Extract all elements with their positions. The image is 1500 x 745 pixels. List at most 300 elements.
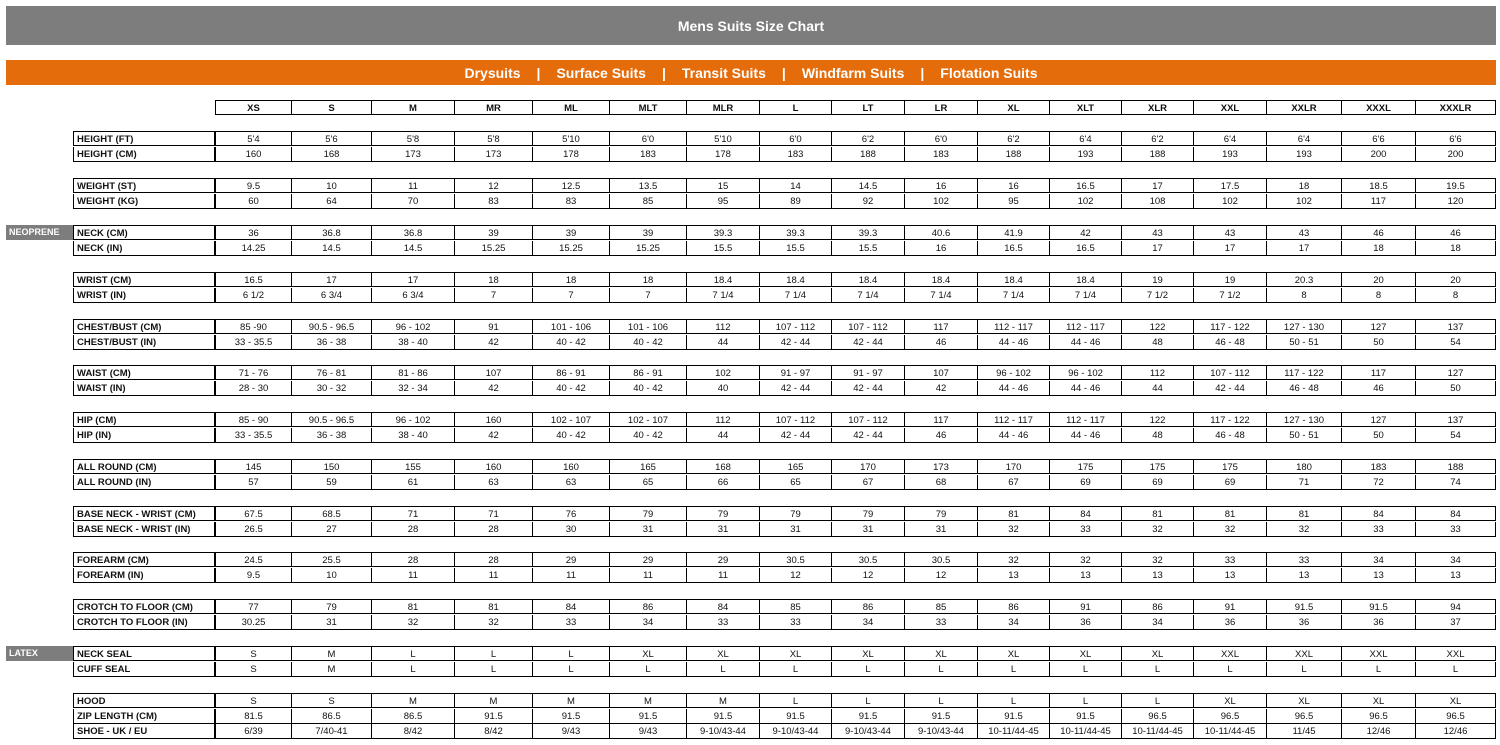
row-label: HEIGHT (FT)	[73, 131, 215, 146]
value-cell: M	[533, 693, 610, 708]
table-row	[0, 131, 1500, 146]
row-label: WEIGHT (KG)	[73, 194, 215, 209]
value-cell: 90.5 - 96.5	[292, 412, 372, 427]
value-cell: XL	[1122, 646, 1194, 661]
value-cell: 63	[455, 475, 533, 490]
row-label: WRIST (CM)	[73, 272, 215, 287]
value-cell: 86	[1122, 599, 1194, 614]
size-header-cell: XXL	[1194, 100, 1267, 115]
value-cell: L	[1050, 662, 1122, 677]
value-cell: 39.3	[832, 225, 905, 240]
value-cell: 84	[1416, 506, 1496, 521]
value-cell: 36.8	[292, 225, 372, 240]
row-label: NECK SEAL	[73, 646, 215, 661]
value-cell: 6'2	[1122, 131, 1194, 146]
value-cell: 86 - 91	[610, 365, 687, 380]
value-cell: 33	[687, 615, 760, 630]
size-header-row	[0, 100, 1500, 115]
nav-separator: |	[920, 64, 925, 81]
nav-link-drysuits[interactable]: Drysuits	[464, 64, 521, 81]
value-cell: 39.3	[687, 225, 760, 240]
value-cell: 65	[760, 475, 832, 490]
value-cell: 36	[1194, 615, 1267, 630]
value-cell: 16.5	[1050, 178, 1122, 193]
value-cell: 12	[760, 568, 832, 583]
value-cell: 96 - 102	[1050, 365, 1122, 380]
value-cell: 54	[1416, 335, 1496, 350]
value-cell: 67	[832, 475, 905, 490]
value-cell: 50 - 51	[1267, 428, 1342, 443]
value-cell: 6 1/2	[215, 288, 292, 303]
value-cell: 31	[292, 615, 372, 630]
value-cell: 14.25	[215, 241, 292, 256]
value-cell: 85 - 90	[215, 412, 292, 427]
row-label: WEIGHT (ST)	[73, 178, 215, 193]
value-cell: L	[610, 662, 687, 677]
value-cell: M	[687, 693, 760, 708]
value-cell: 34	[610, 615, 687, 630]
value-cell: 40 - 42	[610, 428, 687, 443]
value-cell: L	[1122, 662, 1194, 677]
table-row	[0, 599, 1500, 614]
value-cell: L	[978, 662, 1050, 677]
value-cell: L	[455, 662, 533, 677]
value-cell: 11	[610, 568, 687, 583]
value-cell: 165	[610, 459, 687, 474]
value-cell: 7/40-41	[292, 724, 372, 739]
value-cell: 7 1/2	[1122, 288, 1194, 303]
value-cell: 79	[292, 599, 372, 614]
value-cell: L	[1050, 693, 1122, 708]
value-cell: XL	[760, 646, 832, 661]
table-row	[0, 194, 1500, 209]
value-cell: 33	[1267, 552, 1342, 567]
value-cell: 91.5	[1342, 599, 1416, 614]
value-cell: 34	[1416, 552, 1496, 567]
value-cell: 10	[292, 178, 372, 193]
value-cell: 65	[610, 475, 687, 490]
size-header-cell: XLR	[1122, 100, 1194, 115]
value-cell: 18	[1416, 241, 1496, 256]
value-cell: S	[215, 662, 292, 677]
size-header-cell: XL	[978, 100, 1050, 115]
value-cell: XXL	[1416, 646, 1496, 661]
row-label: NECK (IN)	[73, 241, 215, 256]
table-row	[0, 506, 1500, 521]
value-cell: 46 - 48	[1194, 428, 1267, 443]
value-cell: 12.5	[533, 178, 610, 193]
value-cell: 50 - 51	[1267, 335, 1342, 350]
value-cell: 85 -90	[215, 319, 292, 334]
value-cell: 50	[1342, 335, 1416, 350]
table-row	[0, 365, 1500, 380]
value-cell: S	[292, 693, 372, 708]
value-cell: 27	[292, 522, 372, 537]
value-cell: 64	[292, 194, 372, 209]
value-cell: 9.5	[215, 178, 292, 193]
value-cell: 34	[1342, 552, 1416, 567]
value-cell: 137	[1416, 319, 1496, 334]
value-cell: 91.5	[455, 709, 533, 724]
value-cell: 42	[905, 381, 978, 396]
value-cell: 112 - 117	[978, 412, 1050, 427]
value-cell: L	[760, 662, 832, 677]
value-cell: 44 - 46	[978, 335, 1050, 350]
value-cell: 15.25	[455, 241, 533, 256]
value-cell: 28 - 30	[215, 381, 292, 396]
value-cell: 44	[687, 335, 760, 350]
value-cell: 11/45	[1267, 724, 1342, 739]
table-row	[0, 428, 1500, 443]
value-cell: 24.5	[215, 552, 292, 567]
table-row	[0, 552, 1500, 567]
value-cell: 102	[1267, 194, 1342, 209]
value-cell: 42	[455, 335, 533, 350]
value-cell: 127	[1342, 412, 1416, 427]
value-cell: 7 1/4	[687, 288, 760, 303]
value-cell: 96 - 102	[372, 319, 455, 334]
value-cell: 46	[1342, 225, 1416, 240]
value-cell: 18.4	[760, 272, 832, 287]
value-cell: XXL	[1267, 646, 1342, 661]
value-cell: 85	[760, 599, 832, 614]
value-cell: 102	[1050, 194, 1122, 209]
value-cell: 28	[455, 522, 533, 537]
value-cell: 6'2	[832, 131, 905, 146]
value-cell: 160	[455, 459, 533, 474]
value-cell: M	[372, 693, 455, 708]
value-cell: 112 - 117	[1050, 412, 1122, 427]
value-cell: L	[832, 662, 905, 677]
value-cell: 10-11/44-45	[1050, 724, 1122, 739]
row-label: WRIST (IN)	[73, 288, 215, 303]
value-cell: 8/42	[372, 724, 455, 739]
value-cell: 96.5	[1267, 709, 1342, 724]
value-cell: 175	[1122, 459, 1194, 474]
value-cell: 32 - 34	[372, 381, 455, 396]
value-cell: 69	[1122, 475, 1194, 490]
value-cell: 112 - 117	[1050, 319, 1122, 334]
table-row	[0, 381, 1500, 396]
value-cell: 39	[533, 225, 610, 240]
value-cell: 127	[1416, 365, 1496, 380]
size-header-cell: XS	[215, 100, 292, 115]
value-cell: 34	[1122, 615, 1194, 630]
value-cell: 7	[533, 288, 610, 303]
value-cell: 117	[905, 319, 978, 334]
value-cell: 91.5	[610, 709, 687, 724]
value-cell: 107 - 112	[1194, 365, 1267, 380]
value-cell: 46 - 48	[1194, 335, 1267, 350]
value-cell: 20.3	[1267, 272, 1342, 287]
value-cell: 91	[1050, 599, 1122, 614]
value-cell: 71	[372, 506, 455, 521]
value-cell: 81	[1194, 506, 1267, 521]
value-cell: 5'6	[292, 131, 372, 146]
value-cell: 91.5	[1267, 599, 1342, 614]
value-cell: 9.5	[215, 568, 292, 583]
value-cell: 40 - 42	[610, 381, 687, 396]
value-cell: 127 - 130	[1267, 412, 1342, 427]
row-label: CHEST/BUST (IN)	[73, 335, 215, 350]
value-cell: 16	[905, 241, 978, 256]
value-cell: 36 - 38	[292, 335, 372, 350]
row-label: NECK (CM)	[73, 225, 215, 240]
nav-separator: |	[536, 64, 541, 81]
value-cell: 18	[455, 272, 533, 287]
value-cell: 5'10	[533, 131, 610, 146]
row-label: BASE NECK - WRIST (CM)	[73, 506, 215, 521]
value-cell: 6'0	[760, 131, 832, 146]
value-cell: 173	[905, 459, 978, 474]
value-cell: XL	[687, 646, 760, 661]
value-cell: 175	[1194, 459, 1267, 474]
value-cell: 74	[1416, 475, 1496, 490]
value-cell: 11	[455, 568, 533, 583]
value-cell: 13	[1122, 568, 1194, 583]
row-label: WAIST (IN)	[73, 381, 215, 396]
value-cell: 160	[455, 412, 533, 427]
value-cell: 13.5	[610, 178, 687, 193]
value-cell: 18	[1267, 178, 1342, 193]
row-label: HIP (IN)	[73, 428, 215, 443]
value-cell: 31	[905, 522, 978, 537]
nav-link-transit-suits[interactable]: Transit Suits	[681, 64, 766, 81]
value-cell: L	[978, 693, 1050, 708]
value-cell: 112 - 117	[978, 319, 1050, 334]
row-label: HEIGHT (CM)	[73, 147, 215, 162]
value-cell: 160	[533, 459, 610, 474]
table-row	[0, 335, 1500, 350]
value-cell: 79	[760, 506, 832, 521]
value-cell: 17	[1122, 178, 1194, 193]
value-cell: 13	[1267, 568, 1342, 583]
value-cell: L	[1416, 662, 1496, 677]
value-cell: 38 - 40	[372, 335, 455, 350]
value-cell: L	[832, 693, 905, 708]
value-cell: 18.4	[978, 272, 1050, 287]
value-cell: 101 - 106	[610, 319, 687, 334]
value-cell: 36	[1342, 615, 1416, 630]
value-cell: 46	[1342, 381, 1416, 396]
value-cell: 188	[1416, 459, 1496, 474]
value-cell: 33	[1342, 522, 1416, 537]
value-cell: 6'4	[1050, 131, 1122, 146]
value-cell: 43	[1267, 225, 1342, 240]
table-row	[0, 646, 1500, 661]
value-cell: 160	[215, 147, 292, 162]
value-cell: 46	[905, 335, 978, 350]
value-cell: 50	[1416, 381, 1496, 396]
value-cell: 91 - 97	[760, 365, 832, 380]
value-cell: 33 - 35.5	[215, 335, 292, 350]
value-cell: 11	[372, 178, 455, 193]
value-cell: 54	[1416, 428, 1496, 443]
value-cell: 86.5	[292, 709, 372, 724]
value-cell: 101 - 106	[533, 319, 610, 334]
value-cell: 5'8	[372, 131, 455, 146]
value-cell: 60	[215, 194, 292, 209]
value-cell: 30.5	[832, 552, 905, 567]
table-row	[0, 178, 1500, 193]
value-cell: 69	[1194, 475, 1267, 490]
value-cell: 96.5	[1122, 709, 1194, 724]
value-cell: L	[533, 646, 610, 661]
table-row	[0, 522, 1500, 537]
value-cell: 107 - 112	[760, 319, 832, 334]
value-cell: 17.5	[1194, 178, 1267, 193]
value-cell: 6'0	[610, 131, 687, 146]
value-cell: 7 1/4	[760, 288, 832, 303]
value-cell: 91.5	[832, 709, 905, 724]
value-cell: 89	[760, 194, 832, 209]
value-cell: 29	[610, 552, 687, 567]
value-cell: 71	[1267, 475, 1342, 490]
value-cell: 36 - 38	[292, 428, 372, 443]
value-cell: 42	[455, 428, 533, 443]
value-cell: 183	[760, 147, 832, 162]
value-cell: 33	[1416, 522, 1496, 537]
value-cell: 37	[1416, 615, 1496, 630]
value-cell: 46	[1416, 225, 1496, 240]
value-cell: 188	[978, 147, 1050, 162]
value-cell: 122	[1122, 319, 1194, 334]
value-cell: 117	[1342, 194, 1416, 209]
value-cell: 48	[1122, 428, 1194, 443]
value-cell: 7 1/4	[978, 288, 1050, 303]
value-cell: 84	[1050, 506, 1122, 521]
value-cell: 36.8	[372, 225, 455, 240]
value-cell: L	[372, 646, 455, 661]
nav-separator: |	[661, 64, 666, 81]
value-cell: 18	[533, 272, 610, 287]
value-cell: S	[215, 693, 292, 708]
row-label: HOOD	[73, 693, 215, 708]
value-cell: 28	[372, 522, 455, 537]
value-cell: 96.5	[1194, 709, 1267, 724]
value-cell: 18.4	[832, 272, 905, 287]
value-cell: 86.5	[372, 709, 455, 724]
value-cell: 122	[1122, 412, 1194, 427]
value-cell: 168	[687, 459, 760, 474]
value-cell: 10-11/44-45	[1122, 724, 1194, 739]
value-cell: 44	[1122, 381, 1194, 396]
value-cell: 68.5	[292, 506, 372, 521]
value-cell: 96.5	[1342, 709, 1416, 724]
size-header-cell: ML	[533, 100, 610, 115]
value-cell: 107 - 112	[760, 412, 832, 427]
value-cell: 44 - 46	[978, 428, 1050, 443]
value-cell: 33	[1050, 522, 1122, 537]
row-label: FOREARM (CM)	[73, 552, 215, 567]
value-cell: 90.5 - 96.5	[292, 319, 372, 334]
row-label: ALL ROUND (IN)	[73, 475, 215, 490]
value-cell: XL	[1416, 693, 1496, 708]
value-cell: 13	[978, 568, 1050, 583]
value-cell: 7	[610, 288, 687, 303]
table-row	[0, 724, 1500, 739]
value-cell: 33	[533, 615, 610, 630]
value-cell: 30.5	[760, 552, 832, 567]
value-cell: 6'0	[905, 131, 978, 146]
value-cell: 83	[455, 194, 533, 209]
table-row	[0, 147, 1500, 162]
value-cell: 59	[292, 475, 372, 490]
value-cell: 81	[1122, 506, 1194, 521]
row-label: WAIST (CM)	[73, 365, 215, 380]
value-cell: 66	[687, 475, 760, 490]
size-header-cell: MLT	[610, 100, 687, 115]
size-header-cell: M	[372, 100, 455, 115]
value-cell: M	[292, 662, 372, 677]
value-cell: 46 - 48	[1267, 381, 1342, 396]
value-cell: 44 - 46	[1050, 335, 1122, 350]
value-cell: 69	[1050, 475, 1122, 490]
table-row	[0, 693, 1500, 708]
value-cell: 39.3	[760, 225, 832, 240]
value-cell: 91	[455, 319, 533, 334]
value-cell: L	[1267, 662, 1342, 677]
value-cell: 11	[372, 568, 455, 583]
value-cell: 8	[1267, 288, 1342, 303]
value-cell: 42 - 44	[832, 381, 905, 396]
suit-category-nav	[6, 60, 1496, 85]
value-cell: 91.5	[978, 709, 1050, 724]
value-cell: 42 - 44	[760, 335, 832, 350]
value-cell: 183	[1342, 459, 1416, 474]
value-cell: 9-10/43-44	[832, 724, 905, 739]
value-cell: 91.5	[905, 709, 978, 724]
value-cell: 38 - 40	[372, 428, 455, 443]
value-cell: 46	[905, 428, 978, 443]
value-cell: 102 - 107	[533, 412, 610, 427]
value-cell: 84	[1342, 506, 1416, 521]
value-cell: 34	[978, 615, 1050, 630]
value-cell: 91.5	[760, 709, 832, 724]
value-cell: 36	[215, 225, 292, 240]
value-cell: 81	[1267, 506, 1342, 521]
nav-link-windfarm-suits[interactable]: Windfarm Suits	[801, 64, 905, 81]
value-cell: 9/43	[533, 724, 610, 739]
value-cell: 41.9	[978, 225, 1050, 240]
value-cell: M	[292, 646, 372, 661]
value-cell: 108	[1122, 194, 1194, 209]
nav-link-flotation-suits[interactable]: Flotation Suits	[940, 64, 1038, 81]
value-cell: 200	[1416, 147, 1496, 162]
value-cell: 6 3/4	[292, 288, 372, 303]
value-cell: 79	[832, 506, 905, 521]
value-cell: 8	[1416, 288, 1496, 303]
size-header-cell: L	[760, 100, 832, 115]
value-cell: 170	[832, 459, 905, 474]
nav-link-surface-suits[interactable]: Surface Suits	[556, 64, 646, 81]
row-label: CHEST/BUST (CM)	[73, 319, 215, 334]
value-cell: XXL	[1342, 646, 1416, 661]
table-row	[0, 241, 1500, 256]
page-title: Mens Suits Size Chart	[6, 6, 1496, 45]
value-cell: 17	[1267, 241, 1342, 256]
value-cell: 40 - 42	[533, 381, 610, 396]
value-cell: 7 1/2	[1194, 288, 1267, 303]
value-cell: 145	[215, 459, 292, 474]
value-cell: 31	[687, 522, 760, 537]
size-header-cell: LR	[905, 100, 978, 115]
value-cell: 30.25	[215, 615, 292, 630]
value-cell: L	[1122, 693, 1194, 708]
value-cell: 15.5	[760, 241, 832, 256]
value-cell: 32	[1194, 522, 1267, 537]
table-row	[0, 615, 1500, 630]
